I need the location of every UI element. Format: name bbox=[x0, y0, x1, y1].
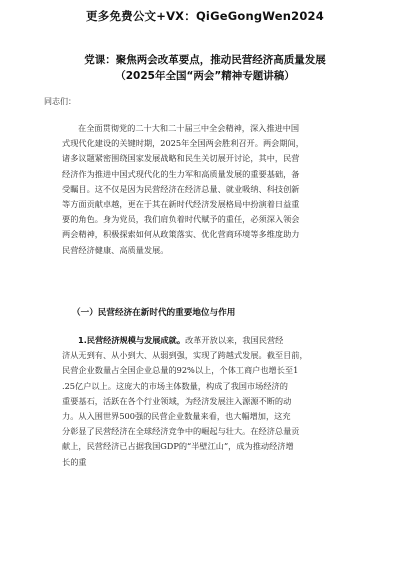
paragraph-line: 长的重 bbox=[62, 456, 87, 467]
paragraph-text: 改革开放以来，我国民营经 bbox=[185, 335, 284, 345]
paragraph-line: 两会精神，积极探索如何从政策落实、优化营商环境等多维度助力 bbox=[62, 229, 300, 240]
paragraph-line: 等方面贡献卓越，更在于其在新时代经济发展格局中扮演着日益重 bbox=[62, 199, 300, 210]
paragraph-line: 分彰显了民营经济在全球经济竞争中的崛起与壮大。在经济总量贡 bbox=[62, 426, 300, 437]
paragraph-line: 济从无到有、从小到大、从弱到强，实现了跨越式发展。截至目前， bbox=[62, 350, 308, 361]
document-subtitle: （2025年全国“两会”精神专题讲稿） bbox=[115, 70, 295, 82]
intro-paragraph bbox=[62, 121, 362, 258]
subsection-lead: 1.民营经济规模与发展成就。 bbox=[78, 335, 186, 345]
paragraph-line: .25亿户以上。这庞大的市场主体数量，构成了我国市场经济的 bbox=[62, 380, 288, 391]
salutation: 同志们： bbox=[44, 97, 76, 106]
paragraph-line: 诸多议题紧密围绕国家发展战略和民生关切展开讨论，其中，民营 bbox=[62, 153, 300, 164]
paragraph-line: 民营经济健康、高质量发展。 bbox=[62, 244, 169, 255]
paragraph-line: 受瞩目。这不仅是因为民营经济在经济总量、就业吸纳、科技创新 bbox=[62, 183, 300, 194]
document-title: 党课：聚焦两会改革要点，推动民营经济高质量发展 bbox=[84, 54, 326, 66]
watermark-header: 更多免费公文+VX：QiGeGongWen2024 bbox=[86, 9, 324, 23]
paragraph-line: 民营企业数量占全国企业总量的92%以上，个体工商户也增长至1 bbox=[62, 365, 299, 376]
paragraph-line: 重要基石，活跃在各个行业领域，为经济发展注入源源不断的动 bbox=[62, 395, 292, 406]
paragraph-line: 力。从入围世界500强的民营企业数量来看，也大幅增加，这充 bbox=[62, 411, 291, 422]
paragraph-line: 经济作为推进中国式现代化的生力军和高质量发展的重要基础，备 bbox=[62, 168, 300, 179]
paragraph-line: 献上，民营经济已占据我国GDP的“半壁江山”，成为推动经济增 bbox=[62, 441, 294, 452]
paragraph-line bbox=[62, 333, 362, 348]
section-paragraph bbox=[62, 333, 362, 470]
section-heading: （一）民营经济在新时代的重要地位与作用 bbox=[72, 308, 236, 318]
paragraph-line: 在全面贯彻党的二十大和二十届三中全会精神，深入推进中国 bbox=[78, 123, 300, 133]
paragraph-line: 要的角色。身为党员，我们肩负着时代赋予的重任，必须深入领会 bbox=[62, 214, 300, 225]
paragraph-line: 式现代化建设的关键时期，2025年全国两会胜利召开。两会期间， bbox=[62, 138, 304, 149]
